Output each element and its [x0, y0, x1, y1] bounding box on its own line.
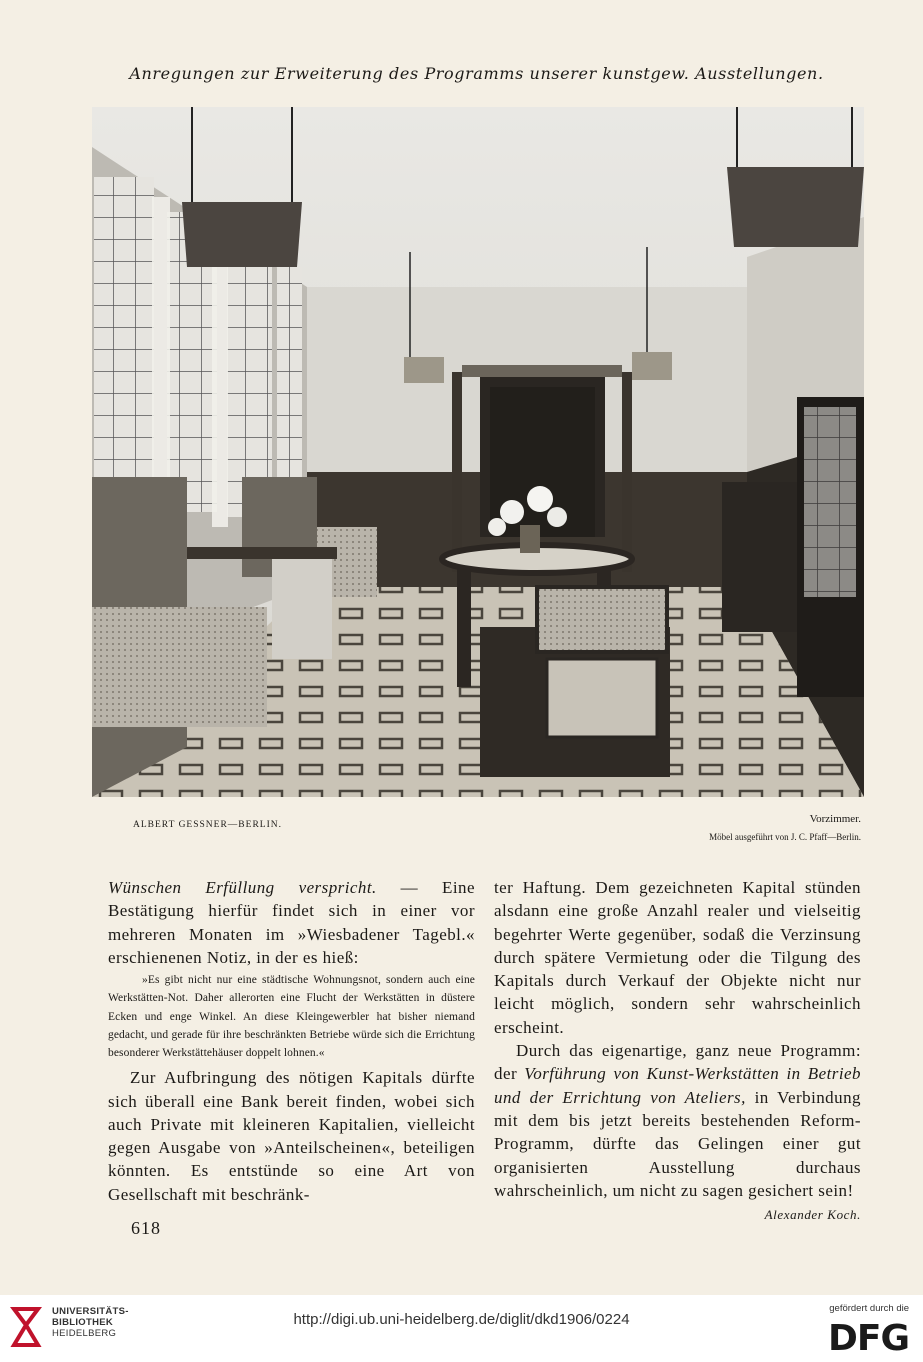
permalink-url[interactable]: http://digi.ub.uni-heidelberg.de/diglit/dkd1906/0224: [293, 1311, 630, 1328]
paragraph: ter Haftung. Dem gezeichneten Kapital stünden alsdann eine große Anzahl realer und vielseitig begehrter Werte gegenüber, sodaß die Verzinsung durch spätere Vermietung oder die Tilgung des Kapitals durch Verkauf der Objekte nicht nur leicht möglich, sondern sehr wahrscheinlich erscheint.: [494, 878, 861, 1037]
funding-note: gefördert durch die: [829, 1303, 909, 1314]
block-quote: [108, 971, 475, 1062]
paragraph: Zur Aufbringung des nötigen Kapitals dürfte sich überall eine Bank bereit finden, wobei sich auch Private mit kleineren Kapitalien, vielleicht gegen Ausgabe von »Anteilscheinen«, beteiligen könnten. Es entstünde so eine Art von Gesellschaft mit beschränk-: [108, 1068, 475, 1204]
author-signature: Alexander Koch.: [764, 1207, 861, 1223]
text-column-right: [494, 876, 861, 1226]
text: Durch das eigenartige, ganz neue Programm: der: [494, 1041, 861, 1084]
paragraph: [108, 876, 475, 969]
photo-furniture-note: Möbel ausgeführt von J. C. Pfaff—Berlin.: [709, 832, 861, 842]
text: in Verbindung mit dem bis jetzt bereits bestehenden Reform-Programm, dürfte das Gelingen einer gut organisierten Ausstellung durchaus wahrscheinlich, um nicht zu sagen gesichert sein!: [494, 1087, 861, 1200]
emphasis: Wünschen Erfüllung verspricht.: [108, 878, 377, 897]
library-name-line: HEIDELBERG: [52, 1328, 117, 1339]
quote-text: »Es gibt nicht nur eine städtische Wohnungsnot, sondern auch eine Werkstätten-Not. Daher allerorten eine Flucht der Werkstätten in düstere Ecken und enge Winkel. An diese Kleingewerbler hat bisher niemand gedacht, und gerade für ihre beschränkten Betriebe würde sich die Errichtung besonderer Werkstättehäuser doppelt lohnen.«: [108, 974, 475, 1059]
dfg-logo[interactable]: DFG: [827, 1318, 909, 1359]
library-name-line: BIBLIOTHEK: [52, 1317, 114, 1328]
digitization-footer: [0, 1295, 923, 1362]
photo-credit: ALBERT GESSNER—BERLIN.: [133, 820, 282, 830]
page-number: 618: [131, 1218, 161, 1238]
emphasis: Vorführung von Kunst-Werkstätten in Betrieb und der Errichtung von Ateliers,: [494, 1064, 861, 1107]
running-header: Anregungen zur Erweiterung des Programms unserer kunstgew. Ausstellungen.: [129, 64, 824, 83]
text-column-left: [108, 876, 475, 1206]
library-name-line: UNIVERSITÄTS-: [52, 1306, 129, 1317]
photo-title: Vorzimmer.: [809, 813, 861, 825]
vorzimmer-illustration: [92, 107, 864, 797]
text: — Eine Bestätigung hierfür findet sich in einer vor mehreren Monaten im »Wiesbadener Tagebl.« erschienenen Notiz, in der es hieß:: [108, 878, 475, 967]
paragraph: [494, 1039, 861, 1223]
interior-photograph: [92, 107, 864, 797]
